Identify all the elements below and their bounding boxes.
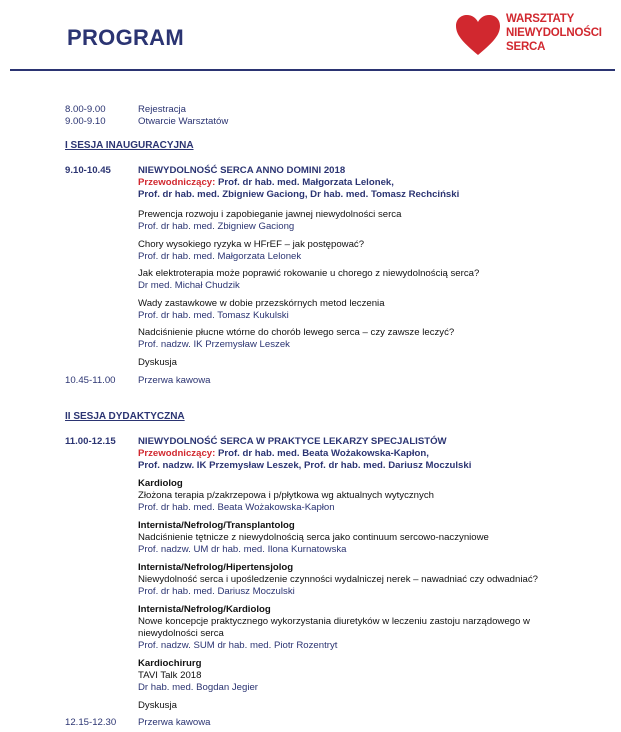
logo-line: WARSZTATY bbox=[506, 13, 575, 25]
talk-speaker: Prof. dr hab. med. Dariusz Moczulski bbox=[138, 586, 295, 597]
chairs-names: Prof. dr hab. med. Małgorzata Lelonek, bbox=[217, 177, 394, 188]
break-label: Przerwa kawowa bbox=[138, 375, 211, 386]
talk-speaker: Dr med. Michał Chudzik bbox=[138, 280, 240, 291]
heart-icon bbox=[455, 14, 501, 56]
logo bbox=[455, 12, 615, 64]
talk-speaker: Dr hab. med. Bogdan Jegier bbox=[138, 682, 258, 693]
session-title: I SESJA INAUGURACYJNA bbox=[65, 140, 194, 151]
talk-speaker: Prof. dr hab. med. Beata Wożakowska-Kapłon bbox=[138, 502, 335, 513]
session-heading: NIEWYDOLNOŚĆ SERCA ANNO DOMINI 2018 bbox=[138, 165, 346, 176]
talk-speaker: Prof. dr hab. med. Małgorzata Lelonek bbox=[138, 251, 302, 262]
discussion: Dyskusja bbox=[138, 357, 177, 368]
break-time: 12.15-12.30 bbox=[65, 717, 117, 728]
schedule-time: 9.00-9.10 bbox=[65, 116, 106, 127]
talk-specialty: Internista/Nefrolog/Transplantolog bbox=[138, 520, 295, 531]
talk-speaker: Prof. dr hab. med. Zbigniew Gaciong bbox=[138, 221, 295, 232]
session-time: 9.10-10.45 bbox=[65, 165, 111, 176]
session-heading: NIEWYDOLNOŚĆ SERCA W PRAKTYCE LEKARZY SPECJALISTÓW bbox=[138, 436, 447, 447]
talk-title: Wady zastawkowe w dobie przezskórnych metod leczenia bbox=[138, 298, 385, 309]
chairs-label: Przewodniczący: bbox=[138, 448, 216, 459]
break-label: Przerwa kawowa bbox=[138, 717, 211, 728]
session-time: 11.00-12.15 bbox=[65, 436, 116, 447]
talk-title-continued: niewydolności serca bbox=[138, 628, 224, 639]
talk-title: Niewydolność serca i upośledzenie czynności wydalniczej nerek – nawadniać czy odwadniać? bbox=[138, 574, 538, 585]
logo-line: SERCA bbox=[506, 41, 546, 53]
talk-speaker: Prof. nadzw. UM dr hab. med. Ilona Kurnatowska bbox=[138, 544, 347, 555]
chairs-names: Prof. nadzw. IK Przemysław Leszek, Prof. dr hab. med. Dariusz Moczulski bbox=[138, 460, 472, 471]
chairs-names: Prof. dr hab. med. Beata Wożakowska-Kapłon, bbox=[217, 448, 429, 459]
talk-title: TAVI Talk 2018 bbox=[138, 670, 202, 681]
talk-speaker: Prof. nadzw. SUM dr hab. med. Piotr Rozentryt bbox=[138, 640, 338, 651]
talk-title: Nadciśnienie płucne wtórne do chorób lewego serca – czy zawsze leczyć? bbox=[138, 327, 455, 338]
schedule-item: Rejestracja bbox=[138, 104, 186, 115]
logo-line: NIEWYDOLNOŚCI bbox=[506, 27, 602, 39]
discussion: Dyskusja bbox=[138, 700, 177, 711]
chairs-line bbox=[138, 448, 429, 460]
talk-title: Chory wysokiego ryzyka w HFrEF – jak postępować? bbox=[138, 239, 365, 250]
talk-specialty: Kardiochirurg bbox=[138, 658, 202, 669]
talk-title: Złożona terapia p/zakrzepowa i p/płytkowa wg aktualnych wytycznych bbox=[138, 490, 434, 501]
talk-speaker: Prof. nadzw. IK Przemysław Leszek bbox=[138, 339, 290, 350]
logo-text bbox=[506, 12, 602, 54]
chairs-names: Prof. dr hab. med. Zbigniew Gaciong, Dr hab. med. Tomasz Rechciński bbox=[138, 189, 460, 200]
break-time: 10.45-11.00 bbox=[65, 375, 116, 386]
talk-title: Prewencja rozwoju i zapobieganie jawnej niewydolności serca bbox=[138, 209, 402, 220]
page-title: PROGRAM bbox=[67, 25, 184, 50]
session-title: II SESJA DYDAKTYCZNA bbox=[65, 411, 185, 422]
talk-specialty: Internista/Nefrolog/Hipertensjolog bbox=[138, 562, 294, 573]
chairs-line bbox=[138, 177, 394, 189]
talk-title: Nowe koncepcje praktycznego wykorzystania diuretyków w leczeniu zastoju narządowego w bbox=[138, 616, 530, 627]
talk-specialty: Internista/Nefrolog/Kardiolog bbox=[138, 604, 271, 615]
talk-title: Jak elektroterapia może poprawić rokowanie u chorego z niewydolnością serca? bbox=[138, 268, 480, 279]
schedule-item: Otwarcie Warsztatów bbox=[138, 116, 229, 127]
talk-title: Nadciśnienie tętnicze z niewydolnością serca jako continuum sercowo-naczyniowe bbox=[138, 532, 489, 543]
talk-specialty: Kardiolog bbox=[138, 478, 183, 489]
schedule-time: 8.00-9.00 bbox=[65, 104, 106, 115]
header-divider bbox=[10, 69, 615, 71]
talk-speaker: Prof. dr hab. med. Tomasz Kukulski bbox=[138, 310, 289, 321]
chairs-label: Przewodniczący: bbox=[138, 177, 216, 188]
